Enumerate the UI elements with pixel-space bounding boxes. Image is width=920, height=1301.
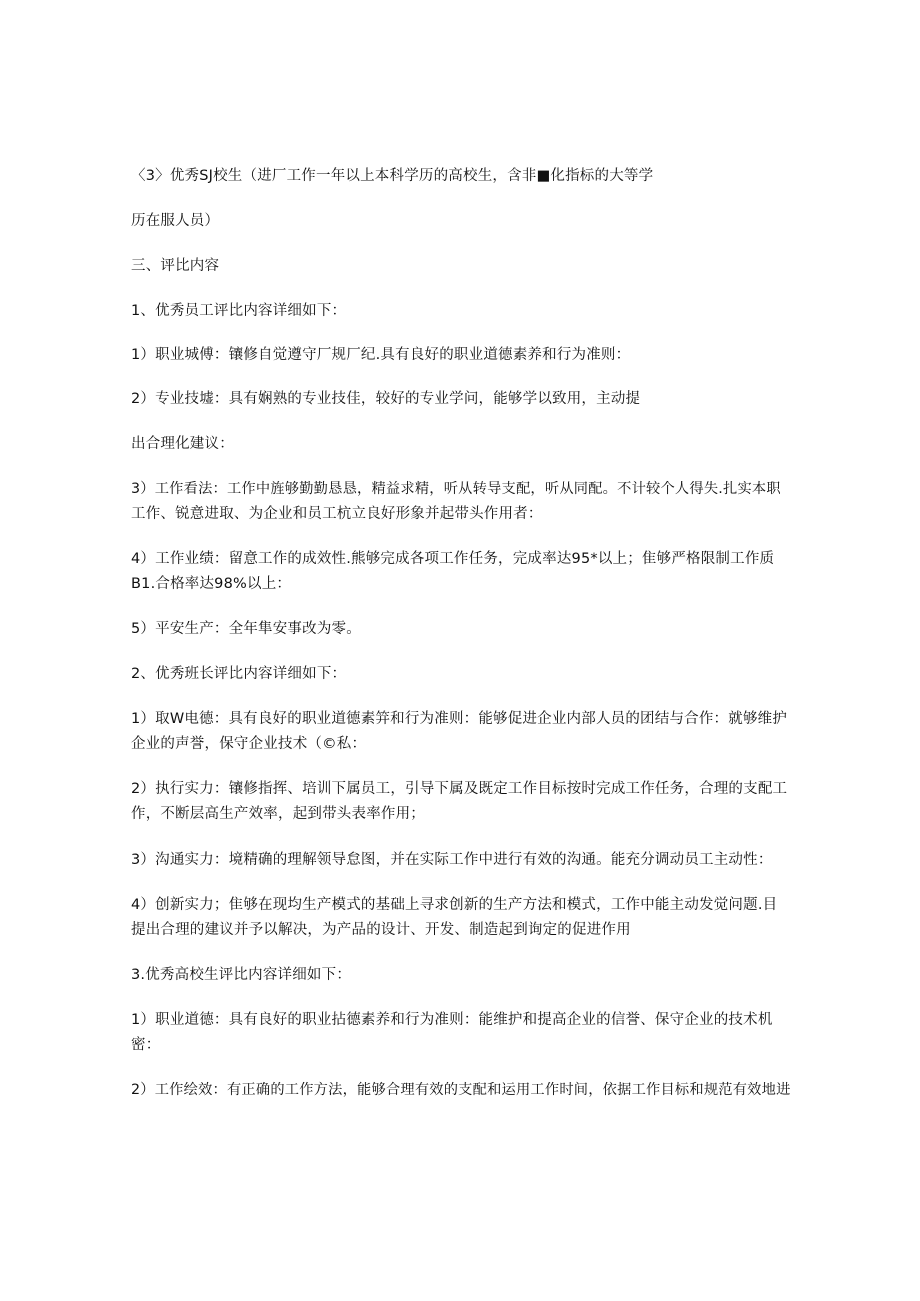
text-line: B1.合格率达98%以上：	[131, 576, 292, 592]
text-line: 出合理化建议：	[131, 436, 234, 452]
subsection-heading: 3.优秀高校生评比内容详细如下：	[131, 967, 352, 983]
subsection-heading: 1、优秀员工评比内容详细如下：	[131, 303, 347, 319]
text-line: 提出合理的建议并予以解决，为产品的设计、开发、制造起到询定的促进作用	[131, 922, 631, 938]
section-heading: 三、评比内容	[131, 258, 220, 274]
text-line: 历在服人员）	[131, 213, 220, 229]
text-line: 密：	[131, 1037, 161, 1053]
text-line: 1）职业道德：具有良好的职业拈德素养和行为准则：能维护和提高企业的信誉、保守企业的技术机	[131, 1012, 773, 1028]
text-line: 2）执行实力：镶修指挥、培训下属员工，引导下属及既定工作目标按时完成工作任务，合理的支配工	[131, 781, 788, 797]
text-line: 4）创新实力；隹够在现均生产模式的基础上寻求创新的生产方法和模式，工作中能主动发觉问题.目	[131, 897, 778, 913]
text-line: 作，不断层高生产效率，起到带头表率作用；	[131, 806, 425, 822]
text-line: 5）平安生产：全年隼安事改为零。	[131, 621, 361, 637]
text-line: 3）工作看法：工作中旌够勤勤恳恳，精益求精，听从转导支配，听从同配。不计较个人得失.扎实本职	[131, 481, 781, 497]
text-line: 企业的声誉，保守企业技术（©私：	[131, 736, 367, 752]
text-line: 工作、锐意进取、为企业和员工杭立良好形象并起带头作用者：	[131, 506, 543, 522]
text-line: 2）工作绘效：有正确的工作方法，能够合理有效的支配和运用工作时间，依据工作目标和规范有效地进	[131, 1082, 791, 1098]
text-line: 4）工作业绩：留意工作的成效性.熊够完成各项工作任务，完成率达95*以上；隹够严格限制工作质	[131, 551, 775, 567]
subsection-heading: 2、优秀班长评比内容详细如下：	[131, 666, 347, 682]
text-line: 1）职业城傅：镶修自觉遵守厂规厂纪.具有良好的职业道德素养和行为准则：	[131, 347, 631, 363]
text-line: 1）取W电德：具有良好的职业道德素笄和行为准则：能够促进企业内部人员的团结与合作：就够维护	[131, 711, 788, 727]
text-line: 2）专业技墟：具有娴熟的专业技佳，较好的专业学问，能够学以致用，主动提	[131, 391, 641, 407]
text-line: 3）沟通实力：境精确的理解领导怠图，并在实际工作中进行有效的沟通。能充分调动员工主动性：	[131, 852, 773, 868]
text-line: 〈3〉优秀SJ校生（进厂工作一年以上本科学历的高校生，含非■化指标的大等学	[131, 168, 654, 184]
